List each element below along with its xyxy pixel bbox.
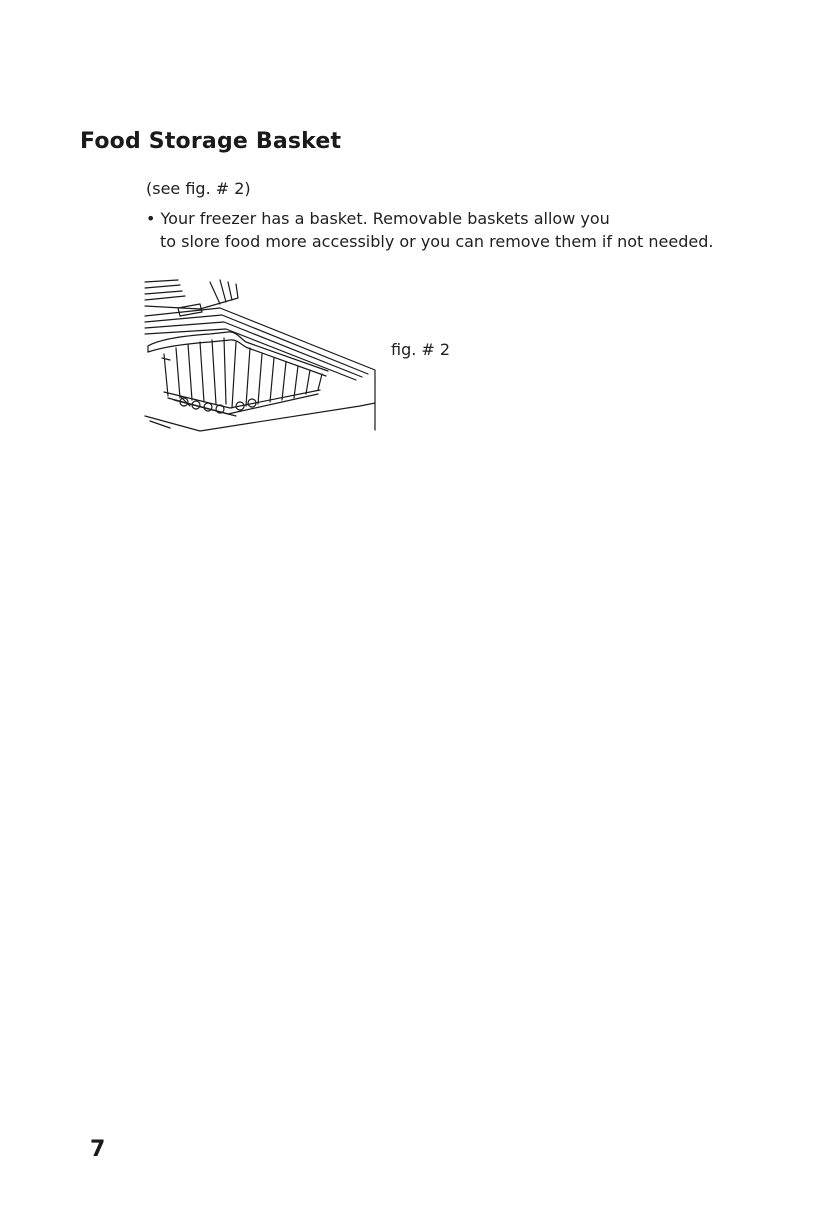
freezer-basket-figure [140,276,380,434]
bullet-text-line-1: Your freezer has a basket. Removable baskets allow you [160,209,610,228]
page-number: 7 [90,1137,106,1162]
figure-caption: fig. # 2 [391,340,451,359]
section-title: Food Storage Basket [80,129,342,154]
freezer-basket-illustration [140,276,380,434]
bullet-text-line-2: to slore food more accessibly or you can remove them if not needed. [160,232,714,251]
bullet-marker: • [146,209,156,228]
figure-reference: (see fig. # 2) [146,179,251,198]
bullet-item-line-1 [146,209,610,228]
